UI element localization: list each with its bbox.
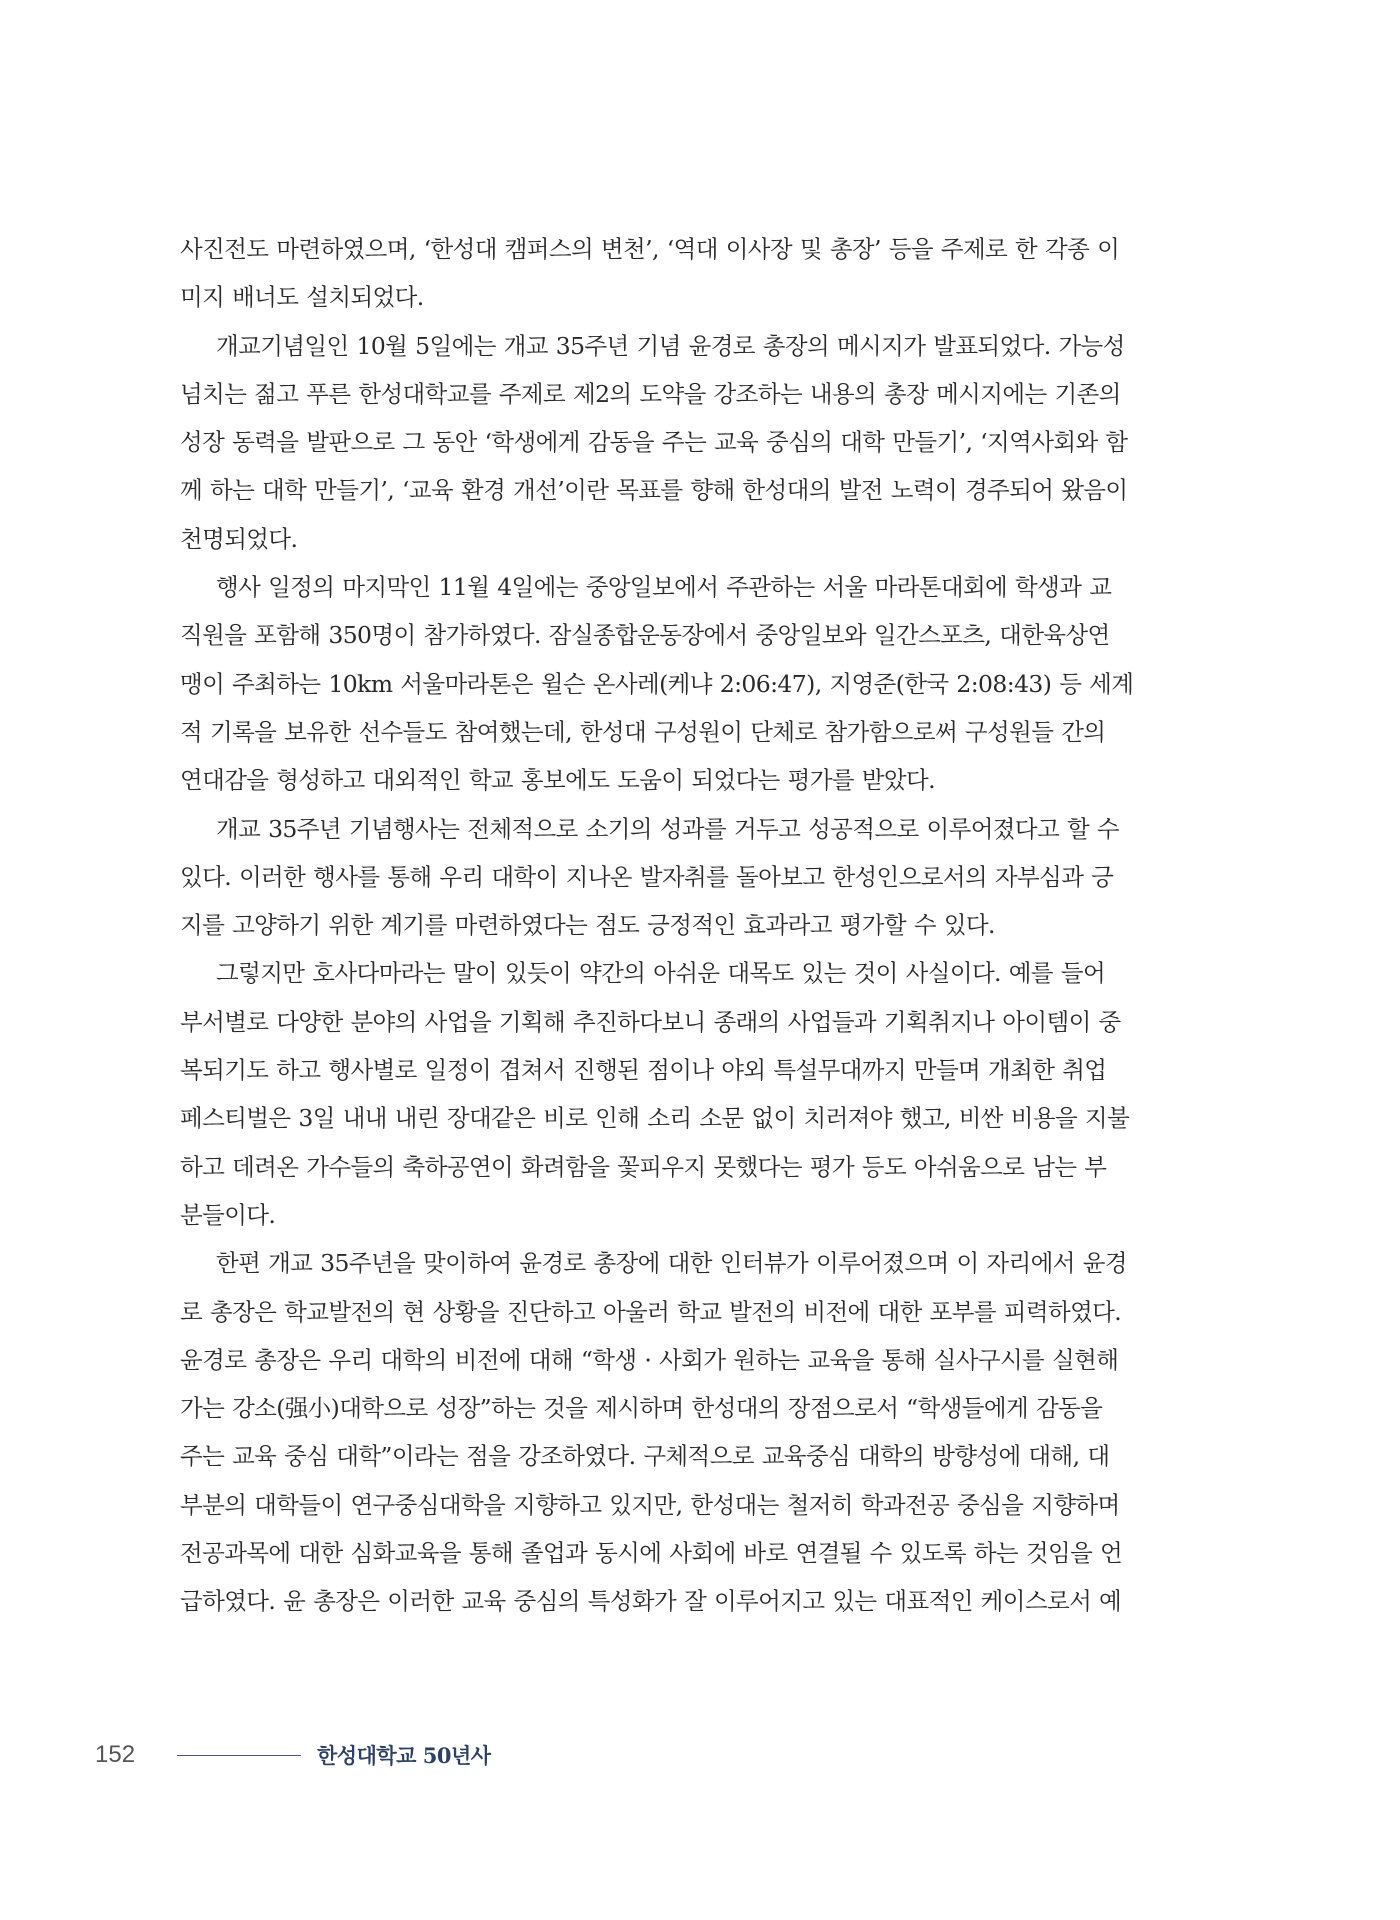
paragraph: 개교 35주년 기념행사는 전체적으로 소기의 성과를 거두고 성공적으로 이루어졌다고 할 수 있다. 이러한 행사를 통해 우리 대학이 지나온 발자취를 돌아보고 한성인으로서의 자부심과 긍 지를 고양하기 위한 계기를 마련하였다는 점도 긍정적인 효과라고 평가할 수 있다. [180,814,1120,940]
footer-divider [177,1755,301,1756]
page-footer [95,1735,491,1775]
paragraph: 행사 일정의 마지막인 11월 4일에는 중앙일보에서 주관하는 서울 마라톤대회에 학생과 교 직원을 포함해 350명이 참가하였다. 잠실종합운동장에서 중앙일보와 일간스포츠, 대한육상연 맹이 주최하는 10km 서울마라톤은 윌슨 온사레(케냐 2:06:47), 지영준(한국 2:08:43) 등 세계 적 기록을 보유한 선수들도 참여했는데, 한성대 구성원이 단체로 참가함으로써 구성원들 간의 연대감을 형성하고 대외적인 학교 홍보에도 도움이 되었다는 평가를 받았다. [180,573,1134,795]
paragraph: 한편 개교 35주년을 맞이하여 윤경로 총장에 대한 인터뷰가 이루어졌으며 이 자리에서 윤경 로 총장은 학교발전의 현 상황을 진단하고 아울러 학교 발전의 비전에 대한 포부를 피력하였다. 윤경로 총장은 우리 대학의 비전에 대해 “학생 · 사회가 원하는 교육을 통해 실사구시를 실현해 가는 강소(强小)대학으로 성장”하는 것을 제시하며 한성대의 장점으로서 “학생들에게 감동을 주는 교육 중심 대학”이라는 점을 강조하였다. 구체적으로 교육중심 대학의 방향성에 대해, 대 부분의 대학들이 연구중심대학을 지향하고 있지만, 한성대는 철저히 학과전공 중심을 지향하며 전공과목에 대한 심화교육을 통해 졸업과 동시에 사회에 바로 연결될 수 있도록 하는 것임을 언 급하였다. 윤 총장은 이러한 교육 중심의 특성화가 잘 이루어지고 있는 대표적인 케이스로서 예 [180,1249,1127,1616]
page-body [180,225,1140,1626]
paragraph: 개교기념일인 10월 5일에는 개교 35주년 기념 윤경로 총장의 메시지가 발표되었다. 가능성 넘치는 젊고 푸른 한성대학교를 주제로 제2의 도약을 강조하는 내용의 총장 메시지에는 기존의 성장 동력을 발판으로 그 동안 ‘학생에게 감동을 주는 교육 중심의 대학 만들기’, ‘지역사회와 함 께 하는 대학 만들기’, ‘교육 환경 개선’이란 목표를 향해 한성대의 발전 노력이 경주되어 왔음이 천명되었다. [180,331,1128,553]
running-title: 한성대학교 50년사 [317,1743,491,1768]
page-number: 152 [95,1741,136,1768]
paragraph: 그렇지만 호사다마라는 말이 있듯이 약간의 아쉬운 대목도 있는 것이 사실이다. 예를 들어 부서별로 다양한 분야의 사업을 기획해 추진하다보니 종래의 사업들과 기획취지나 아이템이 중 복되기도 하고 행사별로 일정이 겹쳐서 진행된 점이나 야외 특설무대까지 만들며 개최한 취업 페스티벌은 3일 내내 내린 장대같은 비로 인해 소리 소문 없이 치러져야 했고, 비싼 비용을 지불 하고 데려온 가수들의 축하공연이 화려함을 꽃피우지 못했다는 평가 등도 아쉬움으로 남는 부 분들이다. [180,959,1130,1229]
paragraph-continued: 사진전도 마련하였으며, ‘한성대 캠퍼스의 변천’, ‘역대 이사장 및 총장’ 등을 주제로 한 각종 이 미지 배너도 설치되었다. [180,235,1120,312]
